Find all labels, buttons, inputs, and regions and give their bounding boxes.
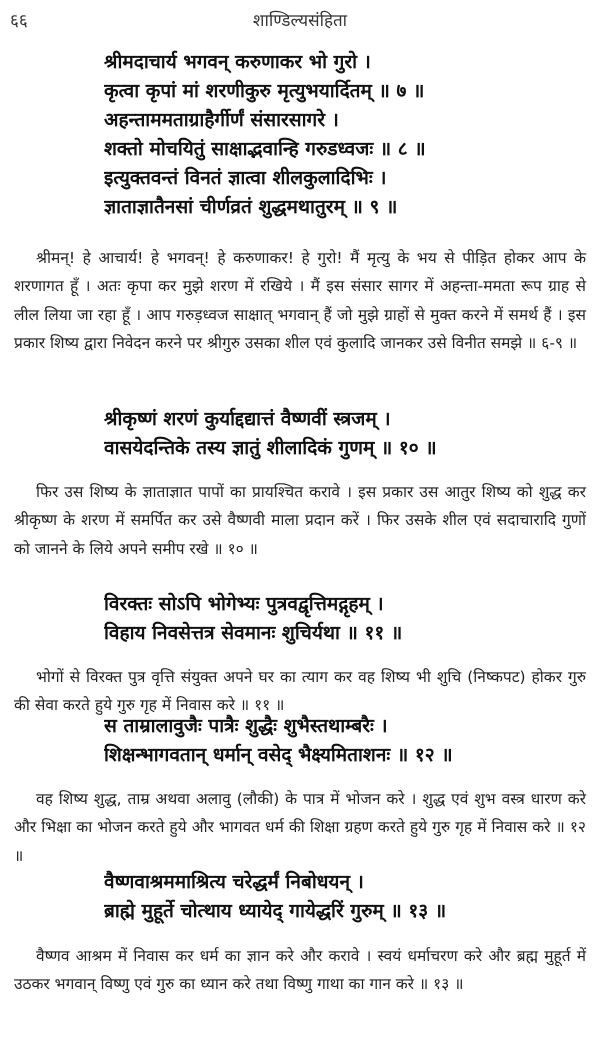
verse-line: विरक्तः सोऽपि भोगेभ्यः पुत्रवद्वृत्तिमद्गृहम् । [104,593,384,615]
verse-block-12 [104,712,550,770]
page-number: ६६ [10,11,28,31]
verse-block-10 [104,405,550,463]
verse-block-6-9 [104,48,550,222]
commentary-paragraph-11: भोगों से विरक्त पुत्र वृत्ति संयुक्त अपने घर का त्याग कर वह शिष्य भी शुचि (निष्कपट) होकर गुरु की सेवा करते हुये गुरु गृह में निवास करे ॥ ११ ॥ [14,667,586,714]
verse-line: अहन्ताममताग्राहैर्गीर्णं संसारसागरे । [104,109,339,131]
running-title: शाण्डिल्यसंहिता [252,11,348,31]
verse-line: श्रीमदाचार्य भगवन् करुणाकर भो गुरो । [104,51,371,73]
verse-line: ब्राह्मे मुहूर्ते चोत्थाय ध्यायेद् गायेद्धरिं गुरुम् ॥ १३ ॥ [104,900,447,922]
verse-block-11 [104,590,550,648]
verse-line: श्रीकृष्णं शरणं कुर्याद्दद्यात्तं वैष्णवीं स्त्रजम् । [104,408,391,430]
verse-line: ज्ञाताज्ञातैनसां चीर्णव्रतं शुद्धमथातुरम् ॥ ९ ॥ [104,196,398,218]
verse-line: कृत्वा कृपां मां शरणीकुरु मृत्युभयार्दितम् ॥ ७ ॥ [104,80,425,102]
commentary-paragraph-12: वह शिष्य शुद्ध, ताम्र अथवा अलावु (लौकी) के पात्र में भोजन करे । शुद्ध एवं शुभ वस्त्र धारण करे और भिक्षा का भोजन करते हुये और भागवत धर्म की शिक्षा ग्रहण करते हुये गुरु गृह में निवास करे ॥ १२ ॥ [14,789,586,865]
page-header [10,6,590,34]
verse-line: वासयेदन्तिके तस्य ज्ञातुं शीलादिकं गुणम् ॥ १० ॥ [104,437,437,459]
verse-line: शक्तो मोचयितुं साक्षाद्भवान्हि गरुडध्वजः ॥ ८ ॥ [104,138,426,160]
commentary-paragraph-6-9: श्रीमन्! हे आचार्य! हे भगवन्! हे करुणाकर! हे गुरो! मैं मृत्यु के भय से पीड़ित होकर आप के शरणागत हूँ । अतः कृपा कर मुझे शरण में रखिये । मैं इस संसार सागर में अहन्ता-ममता रूप ग्राह से लील लिया जा रहा हूँ । आप गरुड़ध्वज साक्षात् भगवान् हैं जो मुझे ग्राहों से मुक्त करने में समर्थ हैं । इस प्रकार शिष्य द्वारा निवेदन करने पर श्रीगुरु उसका शील एवं कुलादि जानकर उसे विनीत समझे ॥ ६-९ ॥ [14,248,586,352]
verse-line: स ताम्रालावुजैः पात्रैः शुद्धैः शुभैस्तथाम्बरैः । [104,715,388,737]
verse-line: इत्युक्तवन्तं विनतं ज्ञात्वा शीलकुलादिभिः । [104,167,387,189]
verse-line: शिक्षन्भागवतान् धर्मान् वसेद् भैक्ष्यमिताशनः ॥ १२ ॥ [104,744,453,766]
verse-block-13 [104,868,550,926]
commentary-paragraph-10: फिर उस शिष्य के ज्ञाताज्ञात पापों का प्रायश्चित करावे । इस प्रकार उस आतुर शिष्य को शुद्ध कर श्रीकृष्ण के शरण में समर्पित कर उसे वैष्णवी माला प्रदान करें । फिर उसके शील एवं सदाचारादि गुणों को जानने के लिये अपने समीप रखे ॥ १० ॥ [14,482,586,558]
commentary-paragraph-13: वैष्णव आश्रम में निवास कर धर्म का ज्ञान करे और करावे । स्वयं धर्माचरण करे और ब्रह्म मुहूर्त में उठकर भगवान् विष्णु एवं गुरु का ध्यान करे तथा विष्णु गाथा का गान करे ॥ १३ ॥ [14,946,586,993]
verse-line: वैष्णवाश्रममाश्रित्य चरेद्धर्मं निबोधयन् । [104,871,364,893]
verse-line: विहाय निवसेत्तत्र सेवमानः शुचिर्यथा ॥ ११ ॥ [104,622,403,644]
